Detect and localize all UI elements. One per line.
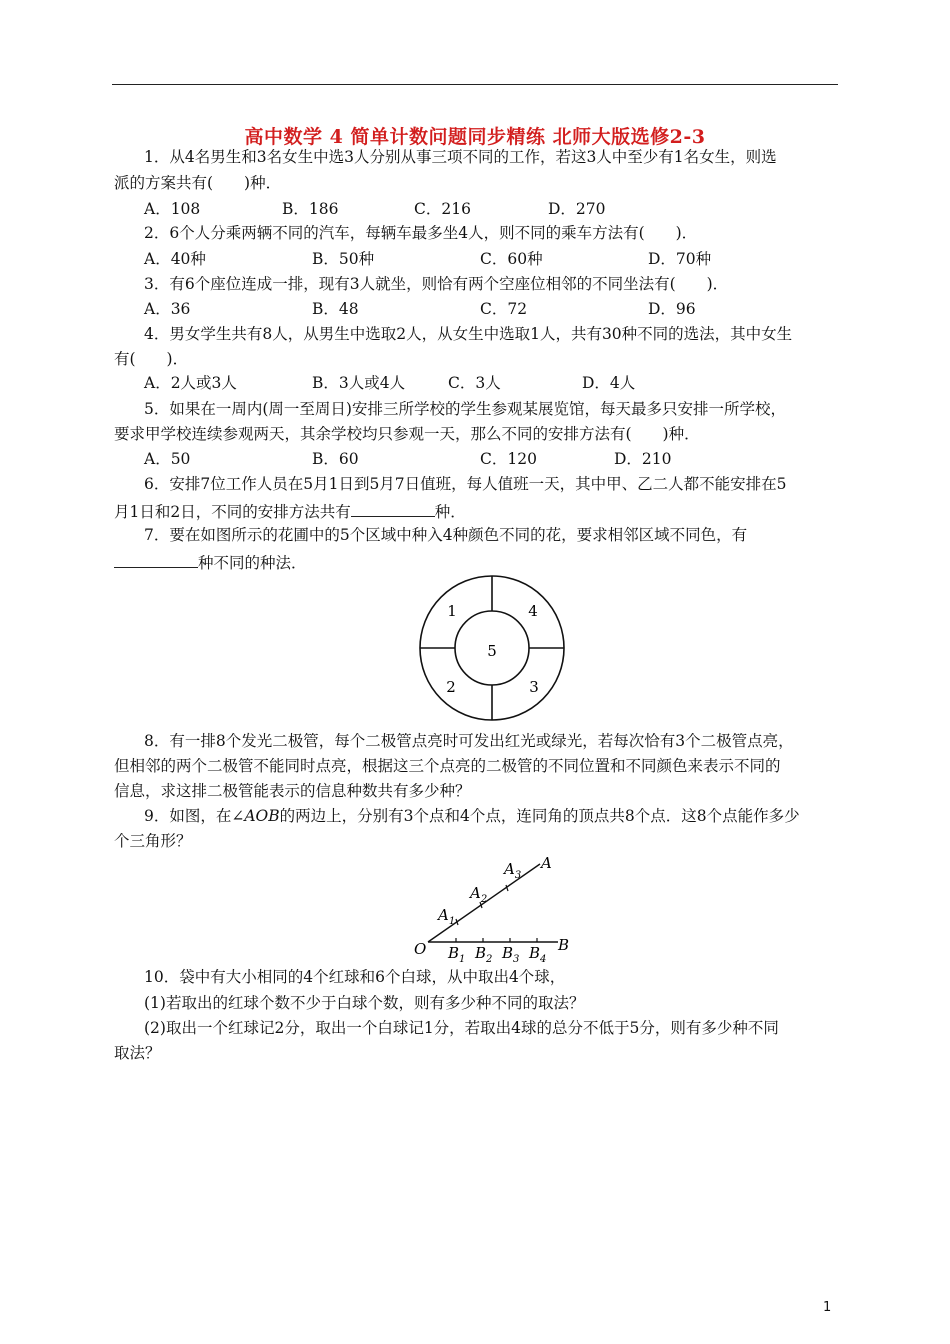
- q3-option-c: C．72: [480, 300, 528, 318]
- q9-angle-name: AOB: [244, 807, 280, 825]
- q7-line2-text: 种不同的种法．: [198, 554, 307, 572]
- point-b2-label: $B_2$: [475, 944, 493, 964]
- q9-line2: 个三角形？: [114, 832, 192, 850]
- q4-option-b: B．3人或4人: [312, 374, 406, 392]
- point-a-label: A: [541, 854, 552, 872]
- q6-answer-blank[interactable]: [351, 502, 435, 517]
- point-b1-label: $B_1$: [448, 944, 466, 964]
- point-b4-label: $B_4$: [529, 944, 547, 964]
- q7-line1: 7．要在如图所示的花圃中的5个区域中种入4种颜色不同的花，要求相邻区域不同色，有: [144, 526, 748, 544]
- q4-option-d: D．4人: [582, 374, 636, 392]
- q10-sub1: (1)若取出的红球个数不少于白球个数，则有多少种不同的取法？: [144, 994, 585, 1012]
- q5-option-a: A．50: [144, 450, 191, 468]
- q8-line3: 信息，求这排二极管能表示的信息种数共有多少种？: [114, 782, 471, 800]
- point-a3-label: $A_3$: [504, 860, 522, 881]
- region-label-1: 1: [447, 602, 457, 620]
- q5-option-c: C．120: [480, 450, 537, 468]
- q6-line2-end: 种．: [434, 503, 466, 521]
- q5-option-d: D．210: [614, 450, 672, 468]
- q1-option-c: C．216: [414, 200, 471, 218]
- q5-line2: 要求甲学校连续参观两天，其余学校均只参观一天，那么不同的安排方法有( )种．: [114, 425, 700, 443]
- q9-line1-start: 9．如图，在∠: [144, 807, 245, 825]
- q4-option-a: A．2人或3人: [144, 374, 237, 392]
- q6-line1: 6．安排7位工作人员在5月1日到5月7日值班，每人值班一天，其中甲、乙二人都不能安排在5: [144, 475, 787, 493]
- q9-line1: [144, 809, 800, 825]
- q6-line2: [114, 502, 466, 521]
- q10-sub2-line2: 取法？: [114, 1044, 161, 1062]
- region-label-5: 5: [487, 642, 497, 660]
- page-number: 1: [823, 1300, 832, 1315]
- q1-option-d: D．270: [548, 200, 606, 218]
- q4-option-c: C．3人: [448, 374, 501, 392]
- q8-line2: 但相邻的两个二极管不能同时点亮，根据这三个点亮的二极管的不同位置和不同颜色来表示不同的: [114, 757, 781, 775]
- q7-line2: [114, 553, 307, 572]
- vertex-o-label: O: [414, 940, 427, 958]
- q2-option-a: A．40种: [144, 250, 206, 268]
- q4-line2: 有( )．: [114, 350, 189, 368]
- q6-line2-text: 月1日和2日，不同的安排方法共有: [114, 503, 351, 521]
- q5-option-b: B．60: [312, 450, 359, 468]
- q2-line1: 2．6个人分乘两辆不同的汽车，每辆车最多坐4人，则不同的乘车方法有( )．: [144, 224, 698, 242]
- q7-answer-blank[interactable]: [114, 553, 198, 568]
- q1-option-b: B．186: [282, 200, 339, 218]
- region-label-4: 4: [528, 602, 538, 620]
- region-label-2: 2: [446, 678, 456, 696]
- q4-line1: 4．男女学生共有8人，从男生中选取2人，从女生中选取1人，共有30种不同的选法，其中女生: [144, 325, 793, 343]
- q1-line1: 1．从4名男生和3名女生中选3人分别从事三项不同的工作，若这3人中至少有1名女生，则选: [144, 148, 777, 166]
- q10-sub2-line1: (2)取出一个红球记2分，取出一个白球记1分，若取出4球的总分不低于5分，则有多少种不同: [144, 1019, 779, 1037]
- header-rule: [112, 84, 838, 85]
- point-b3-label: $B_3$: [502, 944, 520, 964]
- point-a1-label: $A_1$: [438, 906, 456, 927]
- q2-option-b: B．50种: [312, 250, 375, 268]
- q1-option-a: A．108: [144, 200, 201, 218]
- q2-option-d: D．70种: [648, 250, 712, 268]
- angle-figure: [410, 852, 580, 964]
- q3-line1: 3．有6个座位连成一排，现有3人就坐，则恰有两个空座位相邻的不同坐法有( )．: [144, 275, 729, 293]
- region-label-3: 3: [529, 678, 539, 696]
- q9-line1-end: 的两边上，分别有3个点和4个点，连同角的顶点共8个点．这8个点能作多少: [279, 807, 800, 825]
- point-a2-label: $A_2$: [470, 884, 488, 905]
- q1-line2: 派的方案共有( )种．: [114, 174, 282, 192]
- point-b-label: B: [558, 936, 570, 954]
- flowerbed-figure: [410, 570, 576, 726]
- q10-line1: 10．袋中有大小相同的4个红球和6个白球，从中取出4个球，: [144, 968, 566, 986]
- q3-option-b: B．48: [312, 300, 359, 318]
- q2-option-c: C．60种: [480, 250, 543, 268]
- q8-line1: 8．有一排8个发光二极管，每个二极管点亮时可发出红光或绿光，若每次恰有3个二极管点亮，: [144, 732, 794, 750]
- q5-line1: 5．如果在一周内(周一至周日)安排三所学校的学生参观某展览馆，每天最多只安排一所学校，: [144, 400, 786, 418]
- q3-option-a: A．36: [144, 300, 191, 318]
- page-title: 高中数学 4 简单计数问题同步精练 北师大版选修2-3: [244, 126, 706, 148]
- q3-option-d: D．96: [648, 300, 696, 318]
